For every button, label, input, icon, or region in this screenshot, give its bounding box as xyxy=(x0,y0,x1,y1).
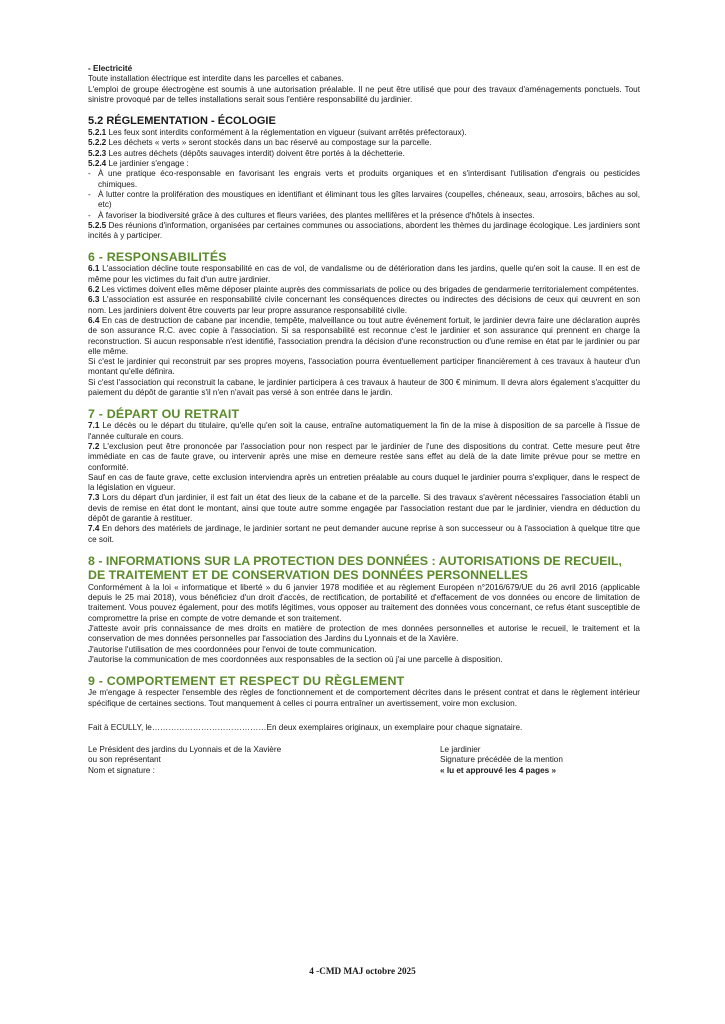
paragraph-text: Conformément à la loi « informatique et liberté » du 6 janvier 1978 modifiée et au règlement Européen n°2016/679/UE du 26 avril 2016 (applicable depuis le 25 mai 2018), vous bénéficiez d'un droit d'accès, de rectification, de portabilité et d'effacement de vos données ou encore de limitation de traitement. Vous pouvez également, pour des motifs légitimes, vous opposer au traitement des données vous concernant, ce refus étant susceptible de compromettre la prise en compte de votre demande et son traitement. xyxy=(88,582,640,623)
section-electricite xyxy=(88,64,640,105)
electricite-title: - Electricité xyxy=(88,64,133,73)
paragraph xyxy=(88,583,640,624)
paragraph: Toute installation électrique est interdite dans les parcelles et cabanes. xyxy=(88,74,344,84)
clause-number: 5.2.3 xyxy=(88,148,107,158)
document-page xyxy=(88,64,640,776)
clause-text: Les victimes doivent elles même déposer plainte auprès des commissariats de police ou des brigades de gendarmerie territorialement compétentes. xyxy=(99,285,639,295)
clause xyxy=(88,138,640,148)
signature-block xyxy=(88,723,640,776)
clause-text: L'association décline toute responsabilité en cas de vol, de vandalisme ou de détérioration dans les jardins, quelle qu'en soit la cause. Il en est de même pour les victimes du fait d'un autre jardinier. xyxy=(88,264,640,284)
clause-text: Des réunions d'information, organisées par certaines communes ou associations, abordent les thèmes du jardinage écologique. Les jardiniers sont incités à y participer. xyxy=(88,220,640,241)
clause xyxy=(88,128,640,138)
section-heading: 9 - COMPORTEMENT ET RESPECT DU RÈGLEMENT xyxy=(88,674,405,689)
section-heading: 7 - DÉPART OU RETRAIT xyxy=(88,407,240,422)
section-7 xyxy=(88,407,640,545)
clause xyxy=(88,493,640,524)
clause-text: L'association est assurée en responsabilité civile concernant les conséquences directes ou indirectes des décisions de ceux qui œuvrent en son nom. Les jardiniers doivent être couverts par leur propre assurance responsabilité civile. xyxy=(88,295,640,315)
clause-text: En cas de destruction de cabane par incendie, tempête, malveillance ou tout autre événement fortuit, le jardinier devra faire une déclaration auprès de son assurance R.C. avec copie à l'association. Si sa responsabilité est reconnue c'est le jardinier et son assurance qui prennent en charge la reconstruction. Si aucun responsable n'est identifié, l'association prendra la décision d'une reconstruction ou d'une remise en état par le jardinier ou par elle même. xyxy=(88,315,640,356)
president-line: Le Président des jardins du Lyonnais et de la Xavière xyxy=(88,745,282,755)
section-5-2 xyxy=(88,115,640,241)
clause-text: Le décès ou le départ du titulaire, qu'elle qu'en soit la cause, entraîne automatiquement la fin de la mise à disposition de sa parcelle à l'issue de l'année culturale en cours. xyxy=(88,421,640,441)
signature-columns xyxy=(88,745,640,776)
clause xyxy=(88,421,640,442)
clause-number: 6.4 xyxy=(88,315,100,325)
clause-number: 7.4 xyxy=(88,524,100,534)
fait-a-line: Fait à ECULLY, le……………………………………En deux exemplaires originaux, un exemplaire pour chaque signataire. xyxy=(88,722,523,732)
clause-number: 5.2.5 xyxy=(88,220,107,230)
section-heading: 6 - RESPONSABILITÉS xyxy=(88,250,227,265)
section-9 xyxy=(88,674,640,709)
name-signature-line: Nom et signature : xyxy=(88,765,155,775)
clause-number: 6.2 xyxy=(88,285,100,295)
paragraph: Si c'est le jardinier qui reconstruit par ses propres moyens, l'association pourra éventuellement participer financièrement à ces travaux à hauteur d'un montant qu'elle définira. xyxy=(88,357,640,377)
section-8 xyxy=(88,554,640,665)
clause xyxy=(88,264,640,285)
clause-text: L'exclusion peut être prononcée par l'association pour non respect par le jardinier de l'une des dispositions du contrat. Cette mesure peut être immédiate en cas de faute grave, ou intervenir après une mise en demeure restée sans effet au delà de la date limite prévue pour se mettre en conformité. xyxy=(88,441,640,472)
clause-text: Les feux sont interdits conformément à la réglementation en vigueur (suivant arrêtés préfectoraux). xyxy=(106,128,467,138)
clause-text: Les déchets « verts » seront stockés dans un bac réservé au compostage sur la parcelle. xyxy=(106,138,432,148)
section-heading: 8 - INFORMATIONS SUR LA PROTECTION DES DONNÉES : AUTORISATIONS DE RECUEIL, DE TRAITEMENT ET DE CONSERVATION DES DONNÉES PERSONNELLES xyxy=(88,553,622,583)
clause-text: En dehors des matériels de jardinage, le jardinier sortant ne peut demander aucune reprise à son successeur ou à l'association à quelque titre que ce soit. xyxy=(88,524,640,544)
representative-line: ou son représentant xyxy=(88,755,161,765)
clause-number: 7.1 xyxy=(88,421,100,431)
clause xyxy=(88,221,640,242)
clause-text: Le jardinier s'engage : xyxy=(106,159,189,169)
clause-number: 6.1 xyxy=(88,264,100,274)
clause xyxy=(88,149,640,159)
clause xyxy=(88,524,640,545)
clause-number: 5.2.2 xyxy=(88,138,107,148)
clause xyxy=(88,442,640,473)
clause xyxy=(88,285,640,295)
section-heading: 5.2 RÉGLEMENTATION - ÉCOLOGIE xyxy=(88,115,276,128)
bullet-item: - À favoriser la biodiversité grâce à des cultures et fleurs variées, des plantes mellifères et la présence d'hôtels à insectes. xyxy=(88,211,640,221)
clause-number: 5.2.1 xyxy=(88,128,107,138)
paragraph: J'atteste avoir pris connaissance de mes droits en matière de protection de mes données personnelles et autorise le recueil, le traitement et la conservation de mes données personnelles par l'association des Jardins du Lyonnais et de la Xavière. xyxy=(88,624,640,644)
section-6 xyxy=(88,250,640,398)
clause xyxy=(88,159,640,169)
gardener-line: Le jardinier xyxy=(440,745,481,755)
paragraph: J'autorise la communication de mes coordonnées aux responsables de la section où j'ai une parcelle à disposition. xyxy=(88,654,503,664)
bullet-item: - À lutter contre la prolifération des moustiques en identifiant et éliminant tous les gîtes larvaires (coupelles, chéneaux, seau, arrosoirs, bâches au sol, etc) xyxy=(88,190,640,211)
clause-text: Lors du départ d'un jardinier, il est fait un état des lieux de la cabane et de la parcelle. Si des travaux s'avèrent nécessaires l'association établi un devis de remise en état dont le montant, ainsi que toute autre somme engagée par l'association restant due par le jardinier, viendra en déduction du dépôt de garantie à restituer. xyxy=(88,493,640,523)
clause-number: 7.3 xyxy=(88,493,100,503)
clause-number: 5.2.4 xyxy=(88,159,107,169)
paragraph: J'autorise l'utilisation de mes coordonnées pour l'envoi de toute communication. xyxy=(88,644,377,654)
clause-number: 6.3 xyxy=(88,295,100,305)
lu-approuve-line: « lu et approuvé les 4 pages » xyxy=(440,765,557,775)
clause xyxy=(88,295,640,316)
paragraph: Si c'est l'association qui reconstruit la cabane, le jardinier participera à ces travaux à hauteur de 300 € minimum. Il devra alors également s'acquitter du paiement du dépôt de garantie s'il n'en n'avait pas versé à son entrée dans le jardin. xyxy=(88,377,640,398)
paragraph: Sauf en cas de faute grave, cette exclusion interviendra après un entretien préalable au cours duquel le jardinier pourra s'expliquer, dans le respect de la législation en vigueur. xyxy=(88,472,640,493)
clause xyxy=(88,316,640,357)
mention-line: Signature précédée de la mention xyxy=(440,755,563,765)
paragraph: L'emploi de groupe électrogène est soumis à une autorisation préalable. Il ne peut être utilisé que pour des travaux d'aménagements ponctuels. Tout sinistre provoqué par de telles installations serait sous l'entière responsabilité du jardinier. xyxy=(88,84,640,104)
clause-text: Les autres déchets (dépôts sauvages interdit) doivent être portés à la déchetterie. xyxy=(106,148,405,158)
paragraph: Je m'engage à respecter l'ensemble des règles de fonctionnement et de comportement décrites dans le présent contrat et dans le règlement intérieur spécifique de certaines sections. Tout manquement à celles ci pourra entraîner un avertissement, voire mon exclusion. xyxy=(88,688,640,708)
signature-gardener xyxy=(440,745,640,776)
page-footer: 4 -CMD MAJ octobre 2025 xyxy=(309,966,416,976)
clause-number: 7.2 xyxy=(88,441,100,451)
signature-president xyxy=(88,745,388,776)
bullet-item: - À une pratique éco-responsable en favorisant les engrais verts et produits organiques et en s'interdisant l'utilisation d'engrais ou pesticides chimiques. xyxy=(88,169,640,190)
